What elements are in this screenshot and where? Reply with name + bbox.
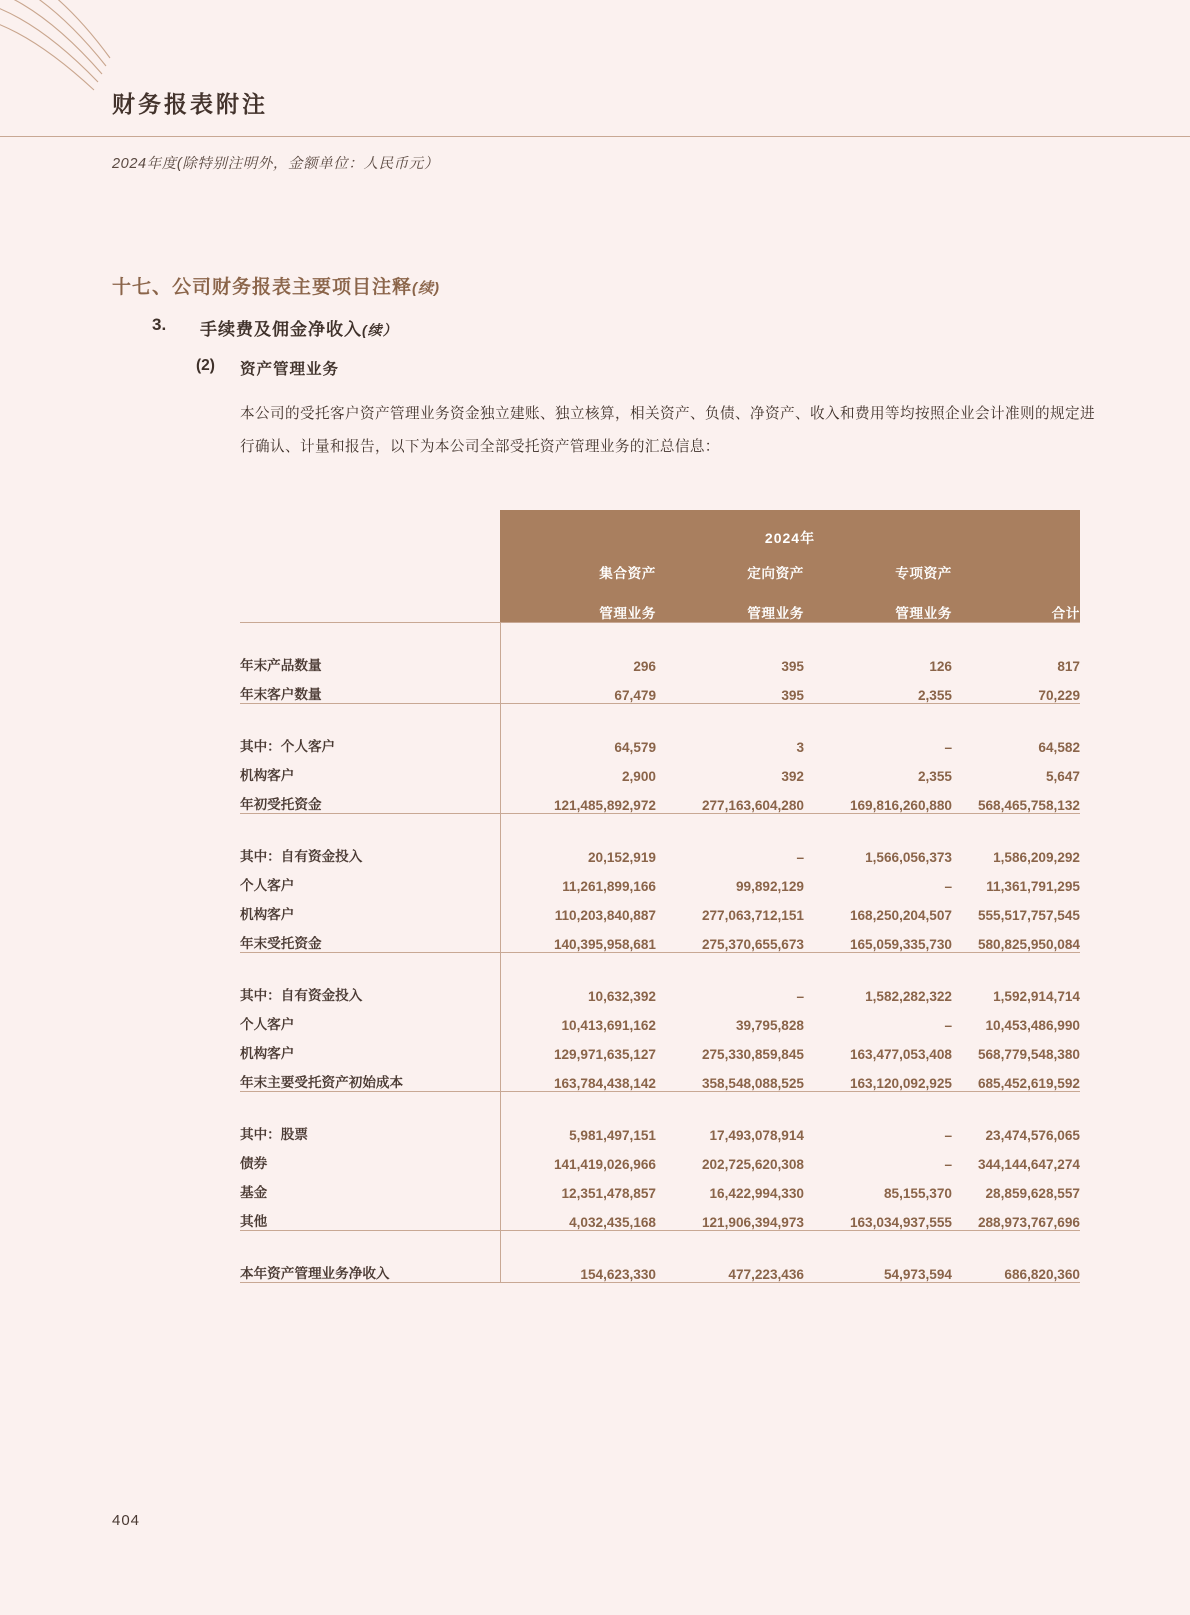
spacer-cell: [500, 1231, 656, 1254]
column-header-2-line1: 定向资产: [656, 548, 804, 582]
spacer-cell: [804, 953, 952, 976]
table-row: [240, 836, 1080, 865]
item-heading-continued: (续）: [362, 322, 398, 338]
row-value: 169,816,260,880: [804, 784, 952, 814]
row-value: 154,623,330: [500, 1253, 656, 1283]
row-value: 568,465,758,132: [952, 784, 1080, 814]
spacer-cell: [804, 1092, 952, 1115]
row-value: 10,632,392: [500, 975, 656, 1004]
row-value: 11,261,899,166: [500, 865, 656, 894]
row-label: 其中：自有资金投入: [240, 849, 363, 864]
table-row: [240, 784, 1080, 814]
row-value: 20,152,919: [500, 836, 656, 865]
row-value: 163,120,092,925: [804, 1062, 952, 1092]
row-value: 141,419,026,966: [500, 1143, 656, 1172]
group-spacer: [240, 1092, 1080, 1115]
row-value: –: [944, 879, 952, 894]
spacer-cell: [500, 953, 656, 976]
spacer-cell: [656, 623, 804, 646]
spacer-cell: [500, 814, 656, 837]
group-spacer: [240, 814, 1080, 837]
row-label: 个人客户: [240, 1017, 295, 1032]
row-value: 344,144,647,274: [977, 1157, 1080, 1172]
table-row: [240, 755, 1080, 784]
table-row: [240, 674, 1080, 704]
row-value: –: [944, 740, 952, 755]
item-heading-text: 手续费及佣金净收入: [200, 320, 362, 339]
spacer-cell: [656, 704, 804, 727]
spacer-cell: [952, 1231, 1080, 1254]
row-value: 1,586,209,292: [993, 850, 1080, 865]
subsection-heading: 资产管理业务: [240, 361, 340, 378]
row-value: 2,355: [804, 674, 952, 704]
row-value: 126: [929, 659, 952, 674]
section-heading-continued: (续): [412, 280, 441, 297]
row-value: 12,351,478,857: [500, 1172, 656, 1201]
row-label: 年末主要受托资产初始成本: [240, 1062, 500, 1092]
spacer-cell: [656, 953, 804, 976]
row-value: –: [944, 1128, 952, 1143]
row-label: 年初受托资金: [240, 784, 500, 814]
header-subtitle: 2024年度(除特别注明外，金额单位：人民币元）: [112, 156, 439, 172]
row-label: 其他: [240, 1201, 500, 1231]
subsection-number: (2): [196, 357, 215, 374]
table-row: [240, 726, 1080, 755]
row-value: 64,582: [1038, 740, 1080, 755]
row-value: 685,452,619,592: [952, 1062, 1080, 1092]
row-label: 债券: [240, 1156, 268, 1171]
spacer-cell: [500, 704, 656, 727]
row-value: 395: [656, 674, 804, 704]
row-value: 67,479: [500, 674, 656, 704]
table: [240, 510, 1080, 1283]
row-value: 85,155,370: [883, 1186, 952, 1201]
row-value: 277,163,604,280: [656, 784, 804, 814]
spacer-cell: [804, 623, 952, 646]
spacer-cell: [804, 814, 952, 837]
row-label: 年末受托资金: [240, 923, 500, 953]
row-value: 1,566,056,373: [865, 850, 952, 865]
column-header-4-line2: 合计: [952, 582, 1080, 623]
table-row: [240, 1172, 1080, 1201]
item-number: 3.: [152, 315, 167, 334]
row-value: 5,981,497,151: [500, 1114, 656, 1143]
row-value: 202,725,620,308: [701, 1157, 804, 1172]
spacer-cell: [240, 1231, 500, 1254]
table-row: [240, 865, 1080, 894]
row-value: 580,825,950,084: [952, 923, 1080, 953]
row-value: 10,453,486,990: [985, 1018, 1080, 1033]
row-value: 99,892,129: [735, 879, 804, 894]
row-value: 277,063,712,151: [701, 908, 804, 923]
table-header-line2: [240, 582, 1080, 623]
row-value: 5,647: [1045, 769, 1080, 784]
group-spacer: [240, 623, 1080, 646]
spacer-cell: [240, 814, 500, 837]
row-value: 10,413,691,162: [500, 1004, 656, 1033]
spacer-cell: [500, 623, 656, 646]
column-header-1-line2: 管理业务: [500, 582, 656, 623]
page-title: 财务报表附注: [112, 91, 268, 117]
spacer-cell: [500, 1092, 656, 1115]
table-row: [240, 1062, 1080, 1092]
table-row: [240, 1114, 1080, 1143]
row-value: 129,971,635,127: [500, 1033, 656, 1062]
table-header-line1: [240, 548, 1080, 582]
row-value: 121,485,892,972: [500, 784, 656, 814]
column-header-3-line1: 专项资产: [804, 548, 952, 582]
row-value: 477,223,436: [656, 1253, 804, 1283]
column-header-3-line2: 管理业务: [804, 582, 952, 623]
row-value: 17,493,078,914: [709, 1128, 804, 1143]
row-value: 275,330,859,845: [701, 1047, 804, 1062]
row-value: 168,250,204,507: [849, 908, 952, 923]
table-row: [240, 923, 1080, 953]
row-value: –: [944, 1018, 952, 1033]
item-heading: [200, 315, 398, 340]
row-value: 296: [500, 645, 656, 674]
row-value: –: [796, 850, 804, 865]
spacer-cell: [952, 953, 1080, 976]
row-value: 163,034,937,555: [804, 1201, 952, 1231]
row-value: 2,355: [917, 769, 952, 784]
spacer-cell: [952, 623, 1080, 646]
row-label: 基金: [240, 1185, 268, 1200]
header-spacer: [240, 582, 500, 623]
row-value: 54,973,594: [804, 1253, 952, 1283]
row-value: 163,477,053,408: [849, 1047, 952, 1062]
row-value: 395: [781, 659, 804, 674]
group-spacer: [240, 953, 1080, 976]
group-spacer: [240, 704, 1080, 727]
row-value: 16,422,994,330: [709, 1186, 804, 1201]
row-value: –: [944, 1157, 952, 1172]
page-header: [0, 0, 1190, 136]
row-value: 64,579: [500, 726, 656, 755]
row-label: 年末产品数量: [240, 658, 322, 673]
row-label: 本年资产管理业务净收入: [240, 1253, 500, 1283]
spacer-cell: [804, 704, 952, 727]
section-heading-text: 十七、公司财务报表主要项目注释: [112, 277, 413, 298]
row-value: 28,859,628,557: [985, 1186, 1080, 1201]
group-spacer: [240, 1231, 1080, 1254]
row-value: 23,474,576,065: [985, 1128, 1080, 1143]
table-row: [240, 1201, 1080, 1231]
row-label: 年末客户数量: [240, 674, 500, 704]
header-year-label: 2024年: [500, 510, 1080, 548]
header-spacer: [240, 510, 500, 548]
row-value: 1,582,282,322: [865, 989, 952, 1004]
row-value: 358,548,088,525: [656, 1062, 804, 1092]
row-value: 11,361,791,295: [986, 879, 1080, 894]
row-value: 110,203,840,887: [500, 894, 656, 923]
spacer-cell: [952, 704, 1080, 727]
row-label: 其中：股票: [240, 1127, 308, 1142]
row-value: 568,779,548,380: [977, 1047, 1080, 1062]
section-heading: [112, 272, 440, 299]
row-label: 个人客户: [240, 878, 295, 893]
column-header-4-line1: [952, 548, 1080, 582]
column-header-1-line1: 集合资产: [500, 548, 656, 582]
row-value: 288,973,767,696: [952, 1201, 1080, 1231]
spacer-cell: [952, 814, 1080, 837]
row-value: 39,795,828: [735, 1018, 804, 1033]
table-row: [240, 645, 1080, 674]
table-row: [240, 975, 1080, 1004]
page-number: 404: [112, 1512, 141, 1529]
row-value: 4,032,435,168: [500, 1201, 656, 1231]
spacer-cell: [240, 1092, 500, 1115]
spacer-cell: [240, 953, 500, 976]
table-row: [240, 1004, 1080, 1033]
body-paragraph: 本公司的受托客户资产管理业务资金独立建账、独立核算，相关资产、负债、净资产、收入和费用等均按照企业会计准则的规定进行确认、计量和报告，以下为本公司全部受托资产管理业务的汇总信息：: [240, 406, 1095, 455]
spacer-cell: [656, 1092, 804, 1115]
row-value: 70,229: [952, 674, 1080, 704]
asset-management-table: [240, 510, 1080, 1283]
row-value: 140,395,958,681: [500, 923, 656, 953]
spacer-cell: [952, 1092, 1080, 1115]
row-value: 121,906,394,973: [656, 1201, 804, 1231]
row-value: 392: [781, 769, 804, 784]
spacer-cell: [804, 1231, 952, 1254]
table-row: [240, 1033, 1080, 1062]
row-value: 165,059,335,730: [804, 923, 952, 953]
row-label: 机构客户: [240, 768, 295, 783]
header-spacer: [240, 548, 500, 582]
row-value: –: [796, 989, 804, 1004]
row-value: 275,370,655,673: [656, 923, 804, 953]
table-row: [240, 894, 1080, 923]
table-row: [240, 1253, 1080, 1283]
table-header-year: [240, 510, 1080, 548]
table-row: [240, 1143, 1080, 1172]
header-divider: [0, 136, 1190, 137]
spacer-cell: [240, 704, 500, 727]
row-value: 686,820,360: [952, 1253, 1080, 1283]
row-value: 2,900: [500, 755, 656, 784]
column-header-2-line2: 管理业务: [656, 582, 804, 623]
row-label: 机构客户: [240, 1046, 295, 1061]
row-value: 817: [1057, 659, 1080, 674]
row-value: 3: [796, 740, 804, 755]
row-value: 555,517,757,545: [977, 908, 1080, 923]
row-label: 机构客户: [240, 907, 295, 922]
spacer-cell: [656, 1231, 804, 1254]
spacer-cell: [656, 814, 804, 837]
spacer-cell: [240, 623, 500, 646]
row-value: 1,592,914,714: [993, 989, 1080, 1004]
row-label: 其中：自有资金投入: [240, 988, 363, 1003]
row-value: 163,784,438,142: [500, 1062, 656, 1092]
row-label: 其中：个人客户: [240, 739, 336, 754]
